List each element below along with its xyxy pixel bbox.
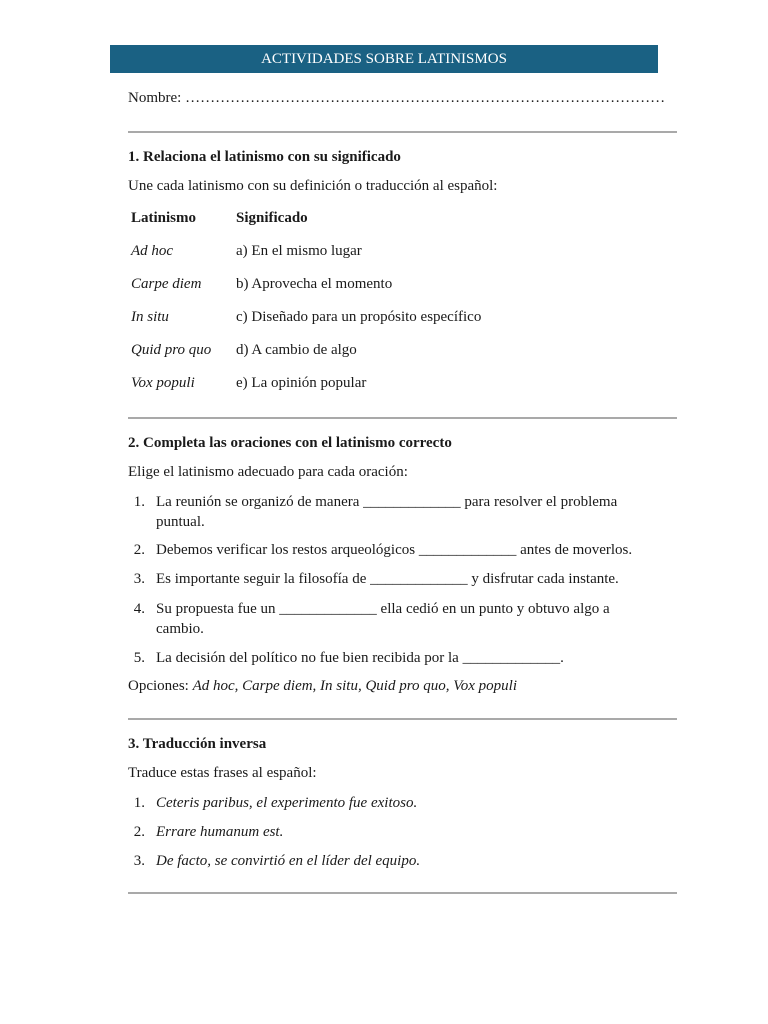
list-item: La reunión se organizó de manera _____________ para resolver el problema puntual. xyxy=(156,494,618,530)
section3-title: 3. Traducción inversa xyxy=(128,736,267,752)
table-header-latinismo: Latinismo xyxy=(131,210,197,226)
table-cell-latin: Vox populi xyxy=(131,375,195,391)
table-cell-meaning: a) En el mismo lugar xyxy=(236,243,362,259)
options-values: Ad hoc, Carpe diem, In situ, Quid pro quo, Vox populi xyxy=(192,678,517,694)
divider xyxy=(128,131,677,133)
options-line xyxy=(128,678,517,695)
table-cell-latin: Quid pro quo xyxy=(131,342,212,358)
list-item: Es importante seguir la filosofía de _____________ y disfrutar cada instante. xyxy=(156,571,619,587)
list-number: 2. xyxy=(133,542,145,558)
divider xyxy=(128,718,677,720)
table-header-significado: Significado xyxy=(236,210,308,226)
table-cell-meaning: c) Diseñado para un propósito específico xyxy=(236,309,482,325)
list-item: Su propuesta fue un _____________ ella cedió en un punto y obtuvo algo a cambio. xyxy=(156,601,610,637)
list-item: Debemos verificar los restos arqueológicos _____________ antes de moverlos. xyxy=(156,542,633,558)
section1-title: 1. Relaciona el latinismo con su significado xyxy=(128,149,401,165)
section3-instruction: Traduce estas frases al español: xyxy=(128,765,317,781)
table-cell-latin: In situ xyxy=(131,309,169,325)
name-line xyxy=(128,90,665,107)
table-cell-meaning: e) La opinión popular xyxy=(236,375,367,391)
table-cell-latin: Carpe diem xyxy=(131,276,202,292)
section2-instruction: Elige el latinismo adecuado para cada oración: xyxy=(128,464,408,480)
list-number: 4. xyxy=(133,601,145,617)
list-item: Ceteris paribus, el experimento fue exitoso. xyxy=(156,795,418,811)
list-item: La decisión del político no fue bien recibida por la _____________. xyxy=(156,650,564,666)
divider xyxy=(128,417,677,419)
list-number: 3. xyxy=(133,853,145,869)
list-number: 2. xyxy=(133,824,145,840)
list-item: Errare humanum est. xyxy=(156,824,284,840)
table-cell-latin: Ad hoc xyxy=(131,243,174,259)
list-number: 3. xyxy=(133,571,145,587)
name-label: Nombre: xyxy=(128,90,182,106)
list-number: 1. xyxy=(133,494,145,510)
list-item: De facto, se convirtió en el líder del equipo. xyxy=(156,853,421,869)
section1-instruction: Une cada latinismo con su definición o traducción al español: xyxy=(128,178,498,194)
options-label: Opciones: xyxy=(128,678,189,694)
table-cell-meaning: b) Aprovecha el momento xyxy=(236,276,393,292)
list-number: 1. xyxy=(133,795,145,811)
table-cell-meaning: d) A cambio de algo xyxy=(236,342,357,358)
list-number: 5. xyxy=(133,650,145,666)
document-title: ACTIVIDADES SOBRE LATINISMOS xyxy=(261,51,507,67)
name-dots: …………………………………………………………………………………… xyxy=(185,90,666,106)
document-title-banner xyxy=(110,45,658,73)
divider xyxy=(128,892,677,894)
section2-title: 2. Completa las oraciones con el latinismo correcto xyxy=(128,435,452,451)
